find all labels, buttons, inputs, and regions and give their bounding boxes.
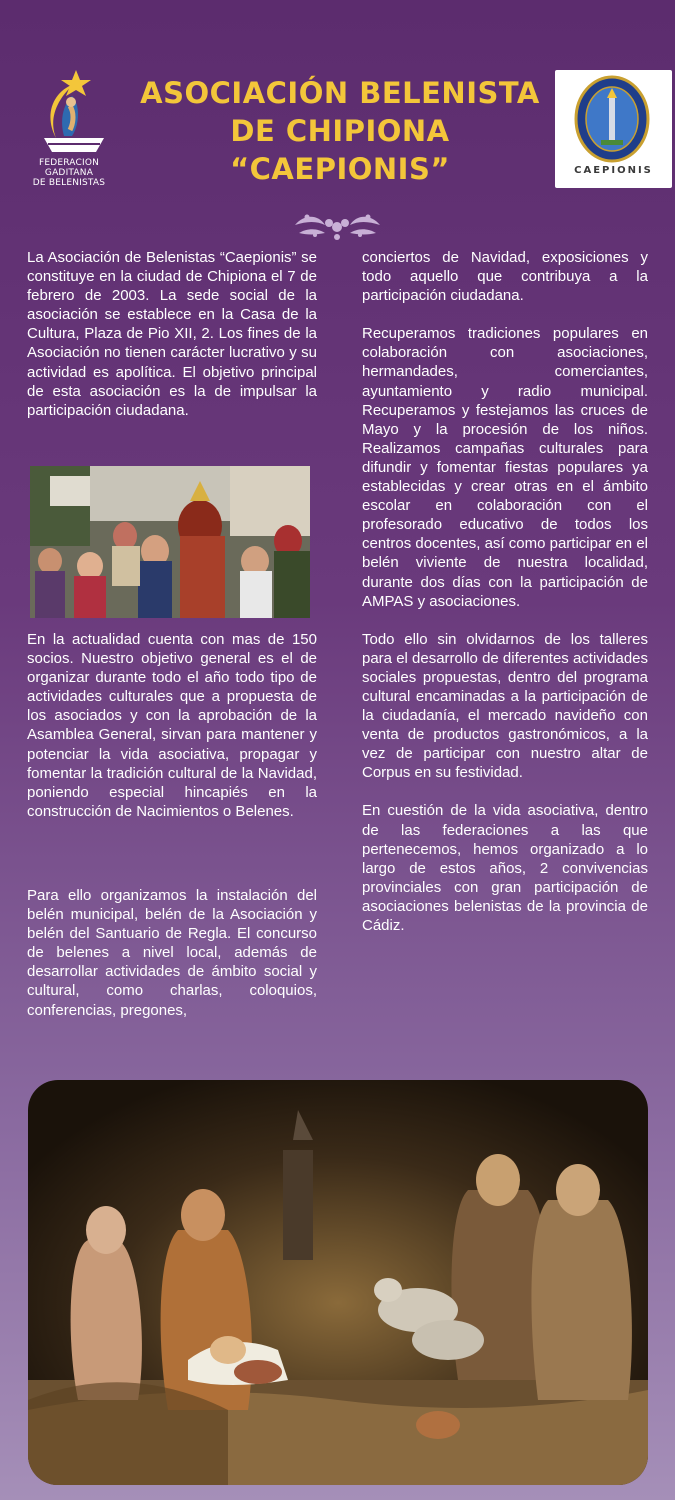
title-line-2: DE CHIPIONA bbox=[230, 114, 450, 148]
cabalgata-photo bbox=[30, 466, 310, 618]
federacion-logo-line2: DE BELENISTAS bbox=[32, 178, 106, 188]
paragraph-intro: La Asociación de Belenistas “Caepionis” se constituye en la ciudad de Chipiona el 7 de febrero de 2003. La sede social de la asociación se establece en la Casa de la Cultura, Plaza de Pio XII, 2. Los fines de la Asociación no tienen carácter lucrativo y su actividad es apolítica. El objetivo principal de esta asociación es la de impulsar la participación ciudadana. bbox=[27, 249, 317, 419]
federacion-gaditana-logo bbox=[14, 66, 124, 186]
paragraph-conciertos: conciertos de Navidad, exposiciones y todo aquello que contribuya a la participación ciudadana. bbox=[362, 249, 648, 305]
right-column bbox=[362, 248, 648, 954]
title-line-1: ASOCIACIÓN BELENISTA bbox=[140, 76, 540, 110]
nativity-scene-photo bbox=[28, 1080, 648, 1485]
page-title bbox=[140, 74, 540, 188]
nativity-scene-image bbox=[28, 1080, 648, 1485]
cabalgata-photo-image bbox=[30, 466, 310, 618]
caepionis-seal-icon bbox=[567, 74, 657, 164]
federacion-logo-emblem bbox=[14, 66, 124, 158]
paragraph-organizacion: Para ello organizamos la instalación del belén municipal, belén de la Asociación y belén del Santuario de Regla. El concurso de belenes a nivel local, además de desarrollar actividades de ámbito social y cultural, como charlas, coloquios, conferencias, pregones, bbox=[27, 887, 317, 1019]
federacion-logo-text bbox=[14, 158, 124, 188]
caepionis-logo-text: CAEPIONIS bbox=[574, 165, 653, 176]
paragraph-talleres: Todo ello sin olvidarnos de los talleres para el desarrollo de diferentes actividades sociales propuestas, dentro del programa cultural encaminadas a la participación de la ciudadanía, el mercado navideño con venta de productos gastronómicos, a la vez de participar con nuestro altar de Corpus en su festividad. bbox=[362, 630, 649, 782]
paragraph-vida-asociativa: En cuestión de la vida asociativa, dentro de las federaciones a las que pertenecemos, hemos organizado a lo largo de estos años, 2 convivencias provinciales con gran participación de asociaciones belenistas de la provincia de Cádiz. bbox=[362, 802, 648, 934]
paragraph-tradiciones: Recuperamos tradiciones populares en colaboración con asociaciones, hermandades, comerciantes, ayuntamiento y radio municipal. Recuperamos y festejamos las cruces de Mayo y la procesión de los niños. Realizamos campañas culturales para difundir y fomentar fiestas populares ya establecidas y crear otras en el ámbito escolar en colaboración con el profesorado educativo de todos los centros docentes, así como participar en el belén viviente de nuestra localidad, durante dos días con la participación de AMPAS y asociaciones. bbox=[362, 325, 648, 610]
paragraph-objetivo: En la actualidad cuenta con mas de 150 socios. Nuestro objetivo general es el de organizar durante todo el año todo tipo de actividades culturales que a propuesta de los asociados y con la aprobación de la Asamblea General, sirvan para mantener y potenciar la vida asociativa, propagar y fomentar la tradición cultural de la Navidad, poniendo especial hincapiés en la construcción de Nacimientos o Belenes. bbox=[27, 631, 317, 820]
title-line-3: “CAEPIONIS” bbox=[230, 152, 450, 186]
floral-ornament-icon bbox=[285, 205, 390, 245]
caepionis-logo bbox=[555, 70, 672, 188]
federacion-logo-line1: FEDERACION GADITANA bbox=[38, 158, 100, 178]
